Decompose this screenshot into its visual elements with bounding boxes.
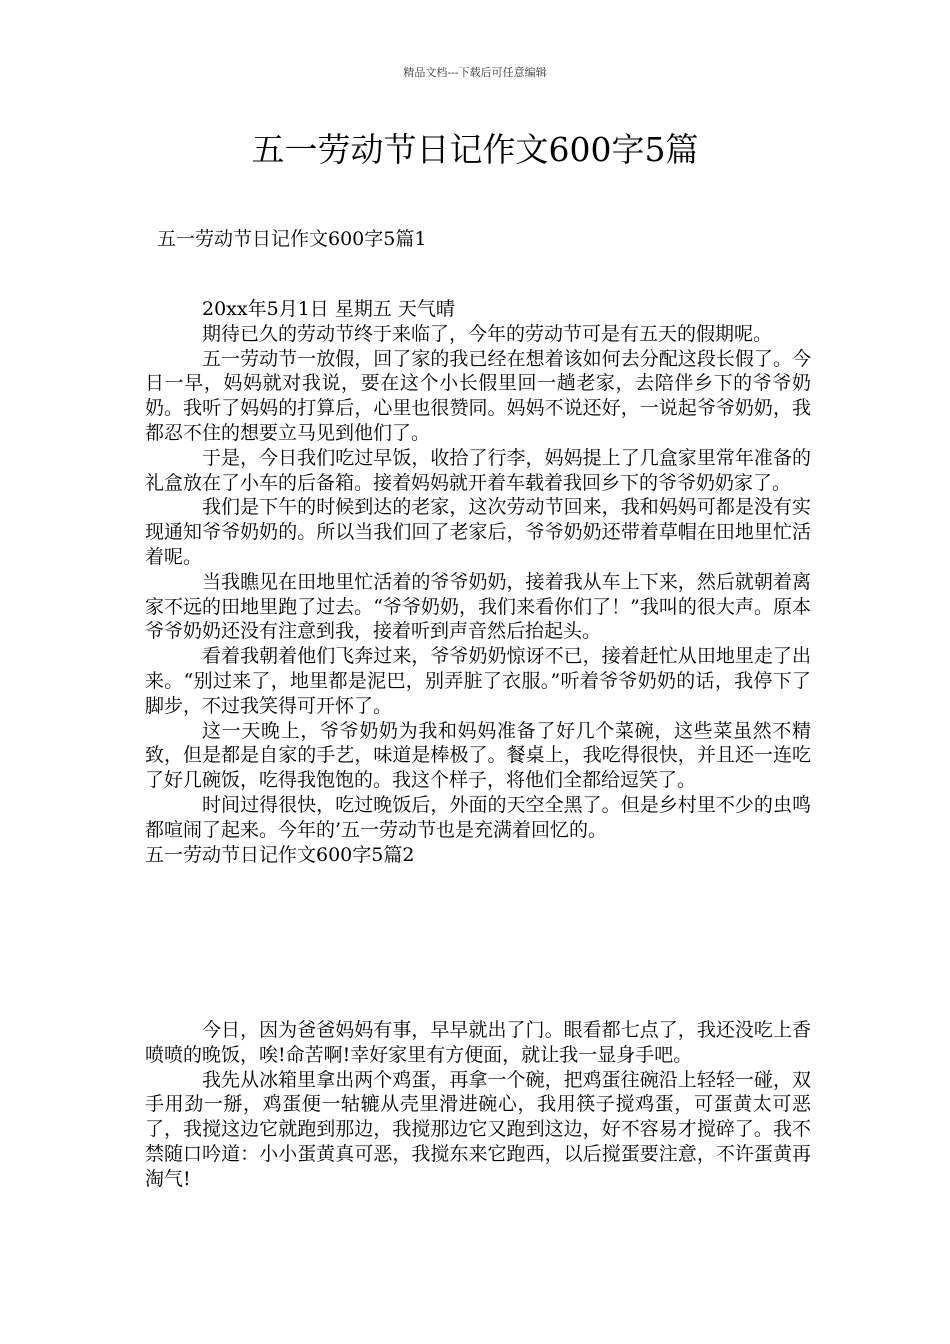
paragraph: 当我瞧见在田地里忙活着的爷爷奶奶，接着我从车上下来，然后就朝着离家不远的田地里跑了过去。“爷爷奶奶，我们来看你们了！”我叫的很大声。原本爷爷奶奶还没有注意到我，接着听到声音然后抬起头。 [145, 570, 811, 643]
paragraph: 于是，今日我们吃过早饭，收拾了行李，妈妈提上了几盒家里常年准备的礼盒放在了小车的后备箱。接着妈妈就开着车载着我回乡下的爷爷奶奶家了。 [145, 446, 811, 494]
paragraph: 我先从冰箱里拿出两个鸡蛋，再拿一个碗，把鸡蛋往碗沿上轻轻一碰，双手用劲一掰，鸡蛋便一轱辘从壳里滑进碗心，我用筷子搅鸡蛋，可蛋黄太可恶了，我搅这边它就跑到那边，我搅那边它又跑到这边，好不容易才搅碎了。我不禁随口吟道：小小蛋黄真可恶，我搅东来它跑西，以后搅蛋要注意，不许蛋黄再淘气! [145, 1068, 811, 1190]
paragraph: 看着我朝着他们飞奔过来，爷爷奶奶惊讶不已，接着赶忙从田地里走了出来。“别过来了，地里都是泥巴，别弄脏了衣服。”听着爷爷奶奶的话，我停下了脚步，不过我笑得可开怀了。 [145, 645, 811, 717]
paragraph: 这一天晚上，爷爷奶奶为我和妈妈准备了好几个菜碗，这些菜虽然不精致，但是都是自家的手艺，味道是棒极了。餐桌上，我吃得很快，并且还一连吃了好几碗饭，吃得我饱饱的。我这个样子，将他们全都给逗笑了。 [145, 719, 811, 792]
paragraph: 时间过得很快，吃过晚饭后，外面的天空全黑了。但是乡村里不少的虫鸣都喧闹了起来。今年的’五一劳动节也是充满着回忆的。 [145, 793, 811, 841]
section-1-heading: 五一劳动节日记作文600字5篇1 [157, 228, 427, 250]
header-note: 精品文档---下载后可任意编辑 [403, 66, 547, 79]
section-1-body [145, 297, 811, 867]
diary-date-line: 20xx年5月1日 星期五 天气晴 [202, 298, 455, 320]
paragraph: 五一劳动节一放假，回了家的我已经在想着该如何去分配这段长假了。今日一早，妈妈就对我说，要在这个小长假里回一趟老家，去陪伴乡下的爷爷奶奶。我听了妈妈的打算后，心里也很赞同。妈妈不说还好，一说起爷爷奶奶，我都忍不住的想要立马见到他们了。 [145, 347, 811, 444]
document-title: 五一劳动节日记作文600字5篇 [251, 130, 699, 169]
paragraph: 期待已久的劳动节终于来临了，今年的劳动节可是有五天的假期呢。 [202, 322, 773, 345]
section-2-heading: 五一劳动节日记作文600字5篇2 [145, 843, 415, 866]
paragraph: 我们是下午的时候到达的老家，这次劳动节回来，我和妈妈可都是没有实现通知爷爷奶奶的。所以当我们回了老家后，爷爷奶奶还带着草帽在田地里忙活着呢。 [145, 496, 811, 568]
section-2-body [145, 1018, 811, 1192]
paragraph: 今日，因为爸爸妈妈有事，早早就出了门。眼看都七点了，我还没吃上香喷喷的晚饭，唉!命苦啊!幸好家里有方便面，就让我一显身手吧。 [145, 1019, 811, 1066]
